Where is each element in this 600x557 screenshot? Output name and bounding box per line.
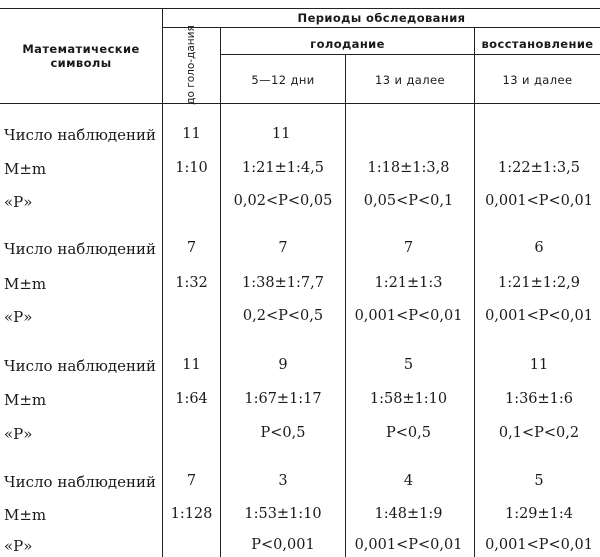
cell-before: 11 <box>182 126 201 142</box>
header-periods: Периоды обследования <box>297 11 466 25</box>
cell-before: 7 <box>186 240 197 256</box>
cell-days-13: 5 <box>403 357 414 373</box>
cell-before: 1:128 <box>170 506 213 522</box>
cell-days-5-12: 1:67±1:17 <box>244 391 322 407</box>
cell-recovery-13: 11 <box>529 357 549 373</box>
header-days-13-fasting: 13 и далее <box>375 73 445 87</box>
header-fasting: голодание <box>310 37 385 51</box>
cell-recovery-13: 0,001<P<0,01 <box>485 308 593 324</box>
cell-before: 1:32 <box>175 275 208 291</box>
row-label: «P» <box>4 193 33 211</box>
header-symbols: Математические символы <box>22 42 140 70</box>
cell-days-5-12: 0,02<P<0,05 <box>233 193 333 209</box>
row-label: «P» <box>4 308 33 326</box>
header-days-5-12: 5—12 дни <box>251 73 315 87</box>
row-label: M±m <box>4 275 47 293</box>
cell-recovery-13: 0,001<P<0,01 <box>485 193 593 209</box>
cell-days-13: 1:21±1:3 <box>374 275 443 291</box>
periods-rule <box>163 27 600 28</box>
cell-days-13: 0,001<P<0,01 <box>354 308 463 324</box>
cell-days-5-12: 1:21±1:4,5 <box>242 160 324 176</box>
subperiods-rule <box>221 54 600 55</box>
cell-before: 11 <box>182 357 201 373</box>
col-divider-recovery <box>474 28 475 557</box>
cell-days-13: 0,001<P<0,01 <box>354 537 463 553</box>
cell-days-13: 7 <box>403 240 414 256</box>
cell-days-5-12: P<0,001 <box>251 537 315 553</box>
cell-days-5-12: 1:38±1:7,7 <box>242 275 324 291</box>
row-label: M±m <box>4 160 47 178</box>
cell-days-5-12: 0,2<P<0,5 <box>242 308 324 324</box>
cell-before: 1:64 <box>175 391 208 407</box>
row-label: Число наблюдений <box>4 473 156 491</box>
row-label: «P» <box>4 537 33 555</box>
header-before-fasting: до голо-дания <box>185 25 197 105</box>
header-bottom-rule <box>0 103 600 104</box>
cell-days-5-12: 3 <box>278 473 288 489</box>
header-before-fasting-cell <box>163 25 219 105</box>
cell-recovery-13: 1:36±1:6 <box>504 391 574 407</box>
cell-before: 1:10 <box>175 160 208 176</box>
cell-before: 7 <box>186 473 197 489</box>
header-days-13-recovery: 13 и далее <box>502 73 573 87</box>
row-label: M±m <box>4 391 47 409</box>
top-rule <box>0 8 600 9</box>
row-label: Число наблюдений <box>4 240 156 258</box>
cell-days-13: 1:18±1:3,8 <box>367 160 450 176</box>
cell-recovery-13: 6 <box>534 240 544 256</box>
cell-days-13: P<0,5 <box>386 425 431 441</box>
cell-recovery-13: 1:29±1:4 <box>504 506 574 522</box>
cell-recovery-13: 0,001<P<0,01 <box>485 537 593 553</box>
cell-days-13: 0,05<P<0,1 <box>363 193 454 209</box>
row-label: Число наблюдений <box>4 126 156 144</box>
cell-recovery-13: 5 <box>534 473 544 489</box>
row-label: «P» <box>4 425 33 443</box>
cell-recovery-13: 0,1<P<0,2 <box>498 425 580 441</box>
cell-days-5-12: 11 <box>272 126 291 142</box>
row-label: M±m <box>4 506 47 524</box>
cell-days-5-12: P<0,5 <box>260 425 306 441</box>
cell-days-5-12: 7 <box>278 240 288 256</box>
cell-days-13: 4 <box>403 473 414 489</box>
header-recovery: восстановление <box>481 37 594 51</box>
cell-days-13: 1:48±1:9 <box>374 506 443 522</box>
cell-days-13: 1:58±1:10 <box>369 391 448 407</box>
row-label: Число наблюдений <box>4 357 156 375</box>
cell-recovery-13: 1:22±1:3,5 <box>498 160 580 176</box>
cell-days-5-12: 9 <box>278 357 288 373</box>
cell-days-5-12: 1:53±1:10 <box>244 506 322 522</box>
cell-recovery-13: 1:21±1:2,9 <box>498 275 580 291</box>
